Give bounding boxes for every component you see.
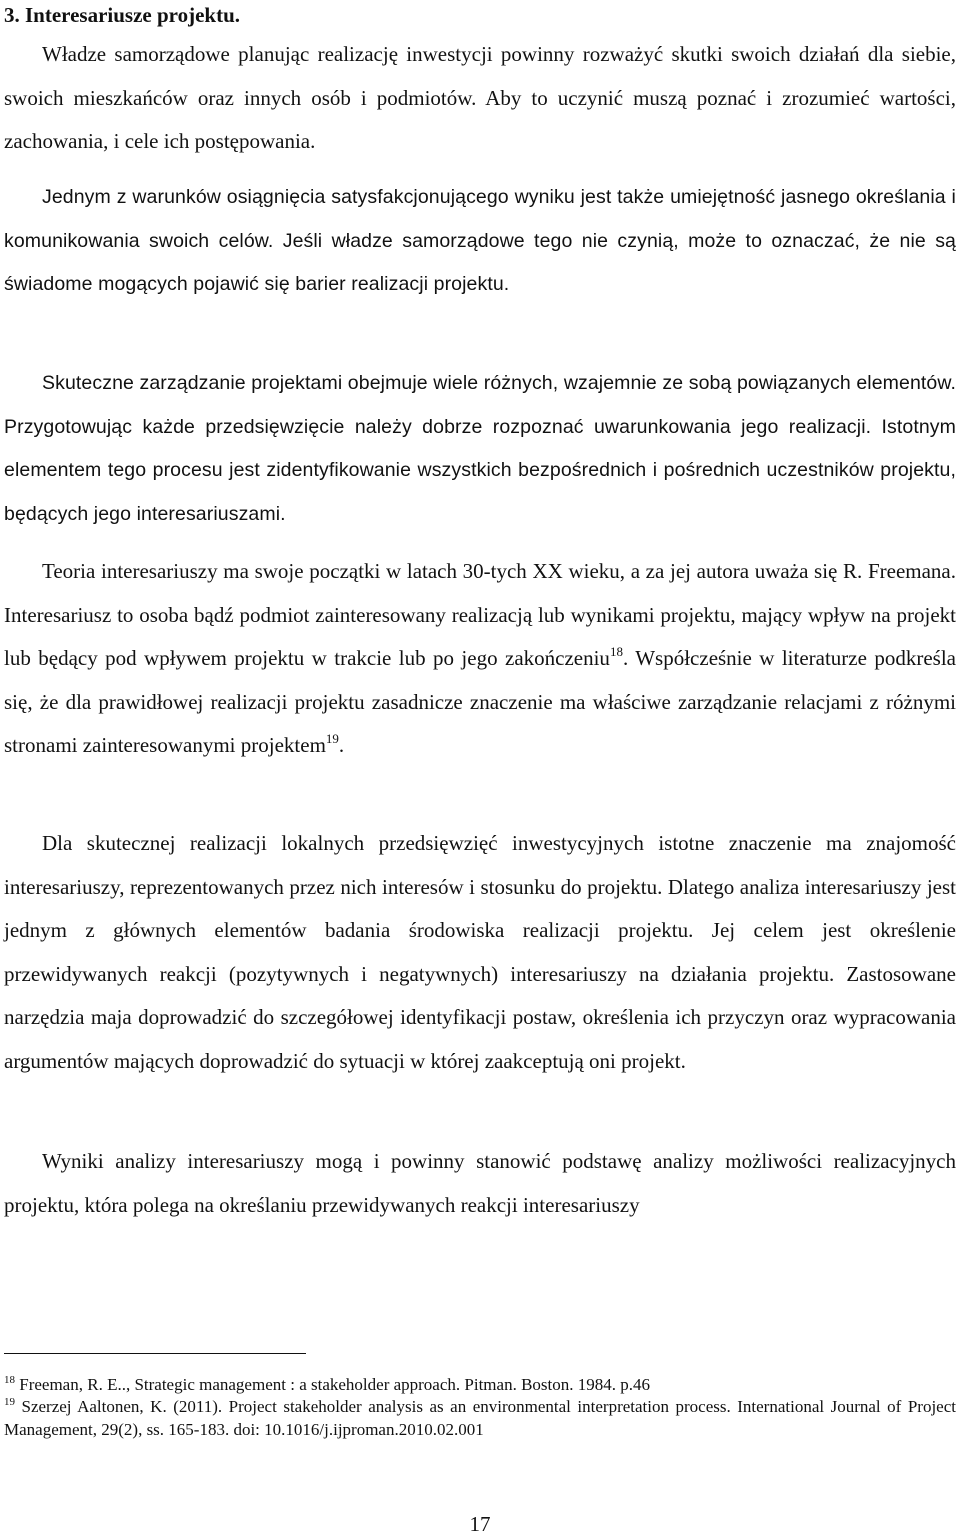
footnote-19: [4, 1396, 956, 1441]
footnote-ref-19[interactable]: 19: [325, 731, 339, 747]
paragraph-4-part-2: . Współcześnie w literaturze podkreśla się, że dla prawidłowej realizacji projektu zasadnicze znaczenie ma właściwe zarządzanie relacjami z różnymi stronami zainteresowanymi projektem: [4, 646, 956, 758]
section-heading: 3. Interesariusze projektu.: [4, 3, 241, 27]
paragraph-6: Wyniki analizy interesariuszy mogą i powinny stanowić podstawę analizy możliwości realizacyjnych projektu, która polega na określaniu przewidywanych reakcji interesariuszy: [4, 1149, 956, 1217]
footnote-text: Freeman, R. E.., Strategic management : a stakeholder approach. Pitman. Boston. 1984. p.46: [15, 1375, 650, 1394]
paragraph-2: [4, 176, 956, 307]
paragraph-2-part-1: Jednym z warunków osiągnięcia satysfakcjonującego wyniku jest także umiejętność jasnego określania i komunikowania swoich celów.: [4, 186, 956, 252]
paragraph-4-part-1: Teoria interesariuszy ma swoje początki w latach 30-tych XX wieku, a za jej autora uważa się R. Freemana. Interesariusz to osoba bądź podmiot zainteresowany realizacją lub wynikami projektu, mający wpływ na projekt lub będący pod wpływem projektu w trakcie lub po jego zakończeniu: [4, 559, 956, 671]
footnote-separator: [4, 1353, 306, 1354]
footnote-text: Szerzej Aaltonen, K. (2011). Project stakeholder analysis as an environmental interpretation process. International Journal of Project Management, 29(2), ss. 165-183. doi: 10.1016/j.ijproman.2010.02.001: [4, 1397, 956, 1439]
footnote-18: [4, 1374, 956, 1397]
footnote-number: 18: [4, 1374, 15, 1386]
paragraph-4: [4, 550, 956, 768]
paragraph-2-part-2: Jeśli władze samorządowe tego nie czynią, może to oznaczać, że nie są świadome mogących pojawić się barier realizacji projektu.: [4, 229, 956, 296]
paragraph-4-part-3: .: [338, 733, 345, 758]
page-number: 17: [469, 1512, 491, 1536]
paragraph-1: Władze samorządowe planując realizację inwestycji powinny rozważyć skutki swoich działań dla siebie, swoich mieszkańców oraz innych osób i podmiotów. Aby to uczynić muszą poznać i zrozumieć wartości, zachowania, i cele ich postępowania.: [4, 42, 956, 154]
paragraph-5: Dla skutecznej realizacji lokalnych przedsięwzięć inwestycyjnych istotne znaczenie ma znajomość interesariuszy, reprezentowanych przez nich interesów i stosunku do projektu. Dlatego analiza interesariuszy jest jednym z głównych elementów badania środowiska realizacji projektu. Jej celem jest określenie przewidywanych reakcji (pozytywnych i negatywnych) interesariuszy na działania projektu. Zastosowane narzędzia maja doprowadzić do szczegółowej identyfikacji postaw, określenia ich przyczyn oraz wypracowania argumentów mających doprowadzić do sytuacji w której zaakceptują oni projekt.: [4, 831, 956, 1073]
footnote-ref-18[interactable]: 18: [609, 644, 623, 660]
paragraph-3: Skuteczne zarządzanie projektami obejmuje wiele różnych, wzajemnie ze sobą powiązanych elementów. Przygotowując każde przedsięwzięcie należy dobrze rozpoznać uwarunkowania jego realizacji. Istotnym elementem tego procesu jest zidentyfikowanie wszystkich bezpośrednich i pośrednich uczestników projektu, będących jego interesariuszami.: [4, 372, 956, 525]
footnote-number: 19: [4, 1396, 15, 1408]
